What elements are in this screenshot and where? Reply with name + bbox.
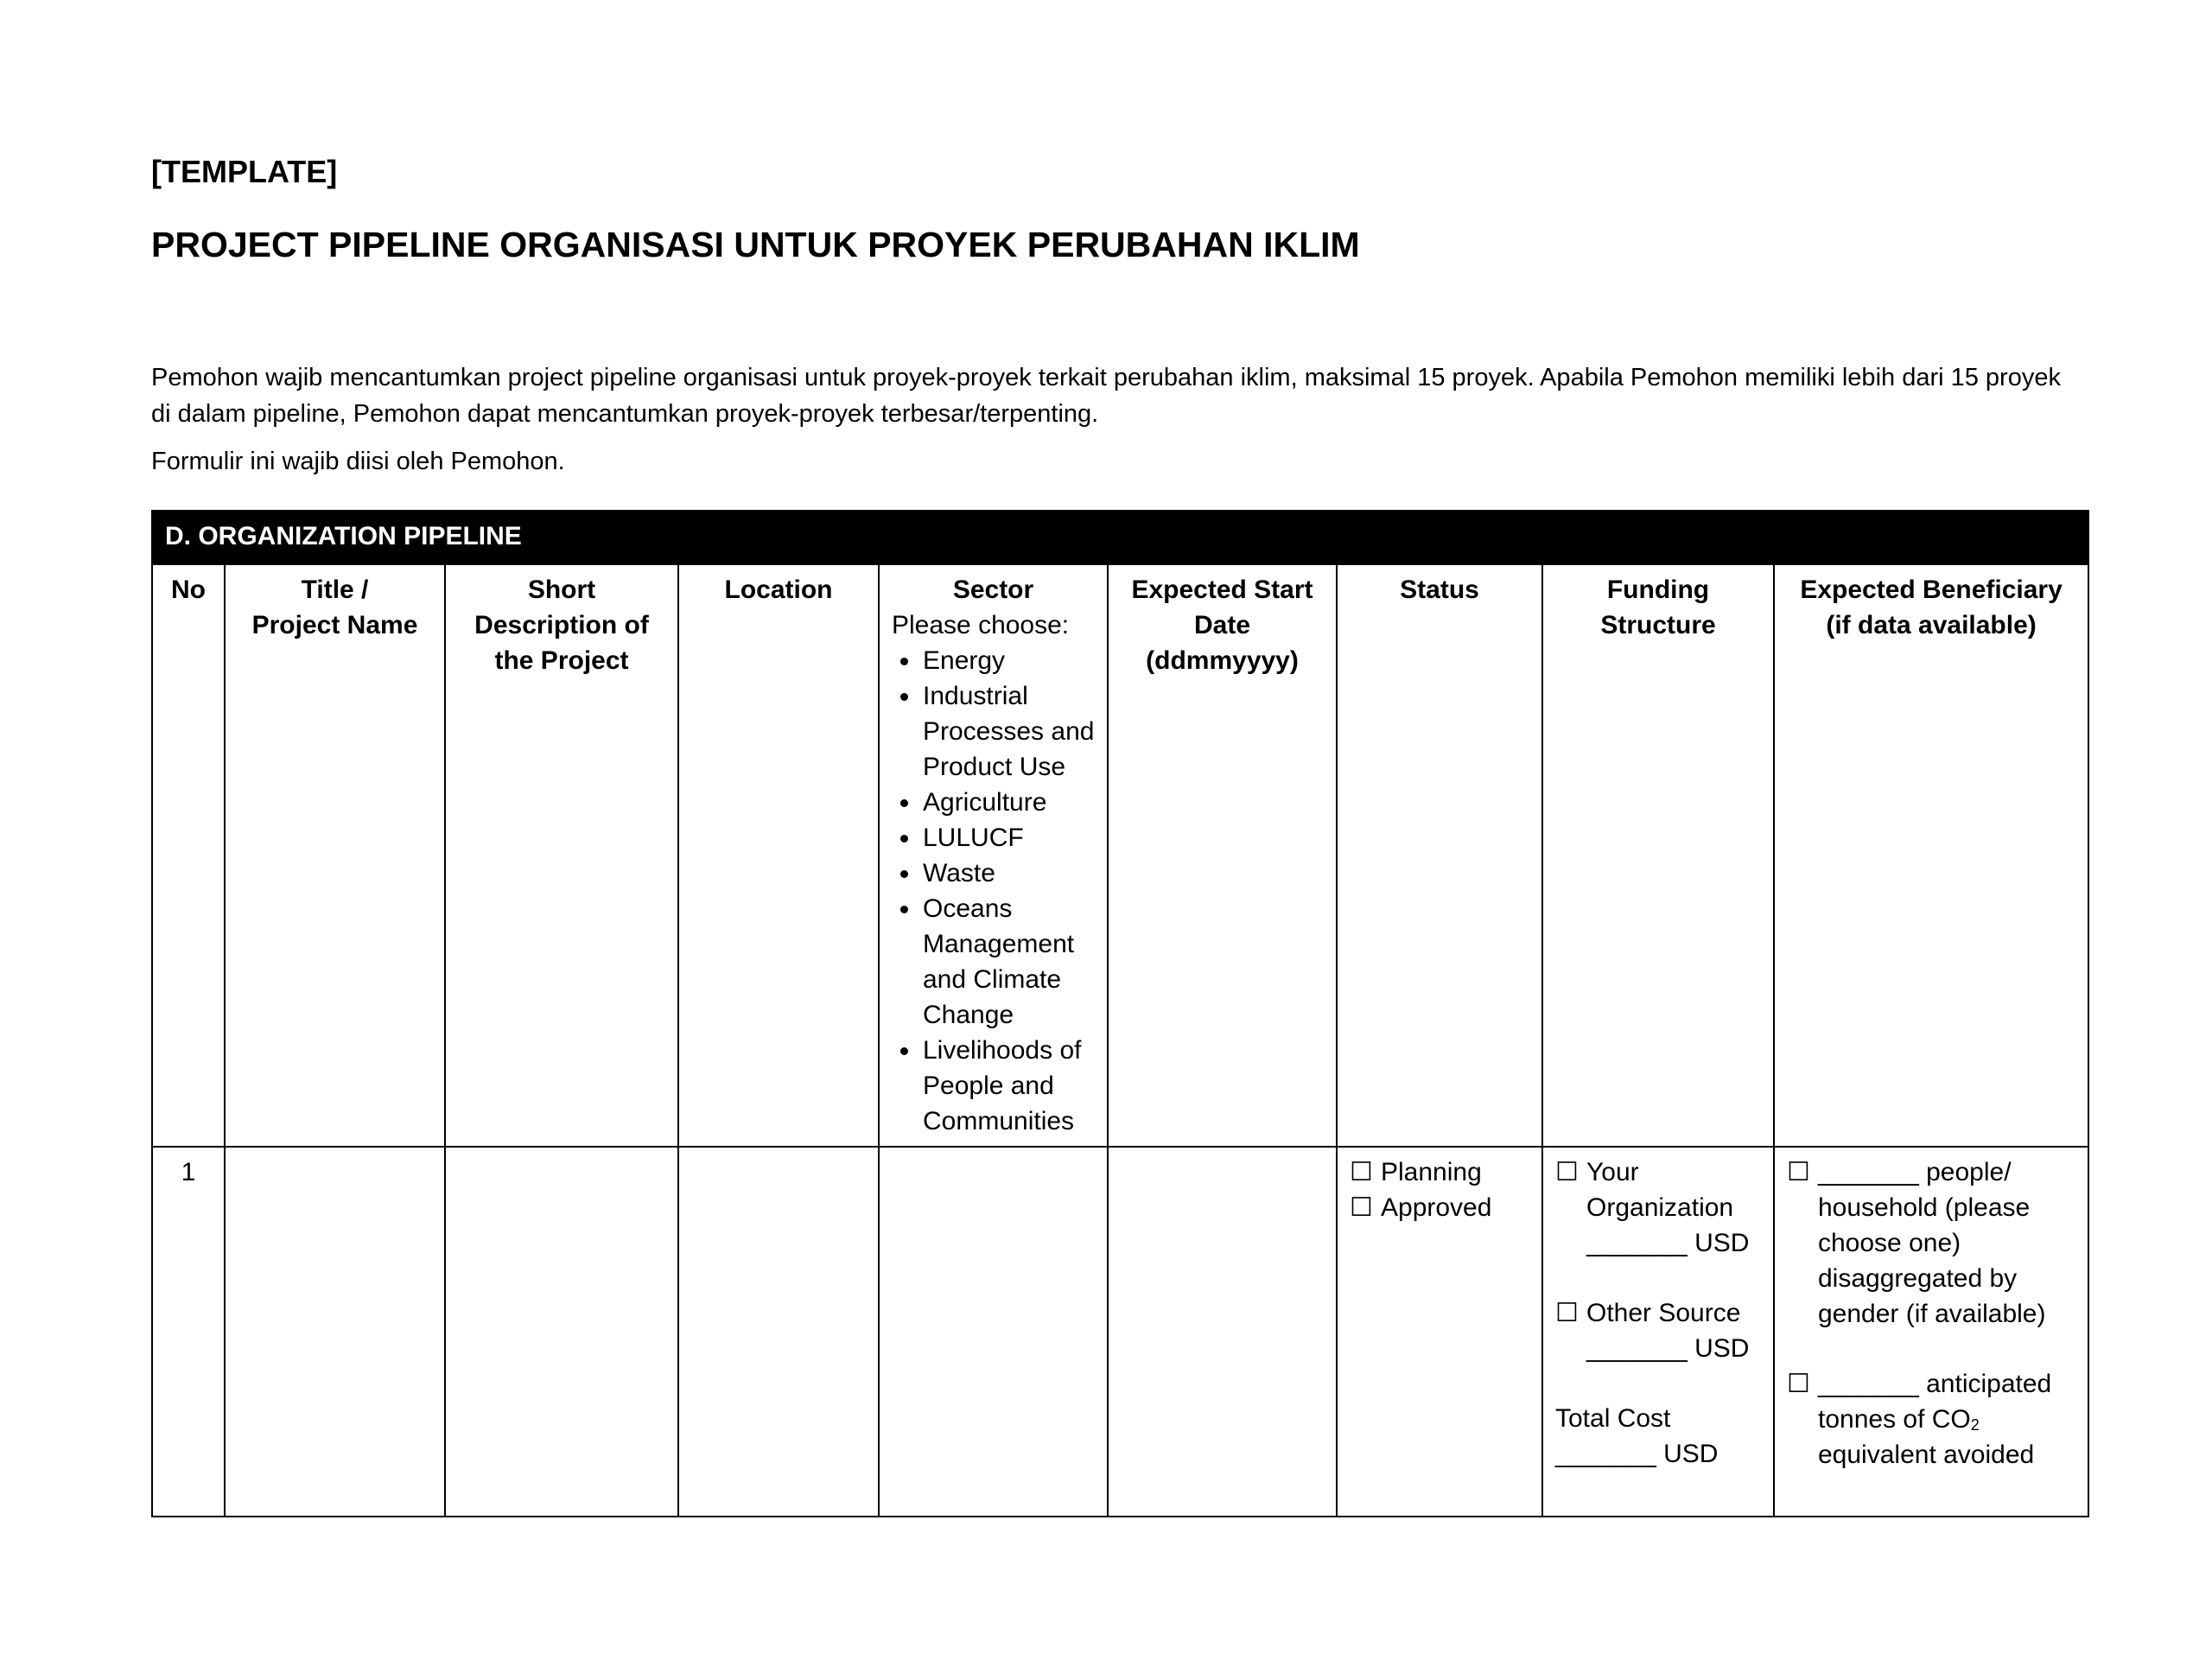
total-cost-label: Total Cost — [1555, 1404, 1671, 1433]
organization-pipeline-table — [151, 510, 2089, 1517]
col-start-line2: Date — [1193, 611, 1251, 639]
beneficiary-cell — [1774, 1147, 2088, 1517]
sector-option: • Industrial Processes and Product Use — [921, 678, 1095, 785]
template-tag: [TEMPLATE] — [151, 154, 338, 189]
page-title: PROJECT PIPELINE ORGANISASI UNTUK PROYEK PERUBAHAN IKLIM — [151, 225, 1360, 264]
co2-subscript: 2 — [1970, 1416, 1980, 1434]
col-beneficiary-line2: (if data available) — [1826, 611, 2037, 639]
checkbox-planning[interactable]: ☐ — [1350, 1158, 1373, 1186]
funding-other-label: Other Source — [1586, 1299, 1741, 1327]
section-title: D. ORGANIZATION PIPELINE — [152, 511, 2088, 564]
col-sector-title: Sector — [952, 576, 1034, 604]
co2-prefix: _______ anticipated tonnes of CO — [1818, 1370, 2052, 1434]
intro-paragraph: Pemohon wajib mencantumkan project pipeline organisasi untuk proyek-proyek terkait perubahan iklim, maksimal 15 proyek. Apabila Pemohon memiliki lebih dari 15 proyek di dalam pipeline, Pemohon dapat mencantumkan proyek-proyek terbesar/terpenting. — [151, 364, 2061, 428]
total-cost-amount[interactable]: _______ USD — [1555, 1440, 1719, 1468]
col-no: No — [152, 564, 225, 1147]
status-option-planning[interactable] — [1350, 1154, 1529, 1190]
sector-input-cell[interactable] — [879, 1147, 1108, 1517]
col-title-line2: Project Name — [251, 611, 418, 639]
funding-cell — [1542, 1147, 1774, 1517]
checkbox-people[interactable]: ☐ — [1787, 1158, 1810, 1186]
funding-own-amount[interactable]: _______ USD — [1586, 1229, 1750, 1257]
beneficiary-people-text: _______ people/ household (please choose one) disaggregated by gender (if available) — [1818, 1158, 2046, 1328]
section-header-row — [152, 511, 2088, 564]
table-row — [152, 1147, 2088, 1517]
col-description-line3: the Project — [494, 646, 629, 675]
sector-options-list — [892, 643, 1095, 1139]
checkbox-other-source[interactable]: ☐ — [1555, 1299, 1579, 1327]
col-start-date — [1108, 564, 1337, 1147]
col-description-line2: Description of — [474, 611, 649, 639]
col-location: Location — [678, 564, 879, 1147]
sector-option: • Agriculture — [921, 785, 1095, 820]
sector-option: • Livelihoods of People and Communities — [921, 1033, 1095, 1139]
beneficiary-co2-text — [1818, 1366, 2075, 1472]
beneficiary-option-co2[interactable] — [1787, 1366, 2075, 1472]
checkbox-own-organization[interactable]: ☐ — [1555, 1158, 1579, 1186]
col-start-line3: (ddmmyyyy) — [1146, 646, 1299, 675]
status-label-planning: Planning — [1381, 1158, 1482, 1186]
co2-suffix: equivalent avoided — [1818, 1441, 2035, 1469]
funding-own-label-line1: Your — [1586, 1158, 1639, 1186]
sector-option: • LULUCF — [921, 820, 1095, 855]
funding-option-own[interactable] — [1555, 1154, 1761, 1261]
sector-option: • Oceans Management and Climate Change — [921, 891, 1095, 1033]
status-option-approved[interactable] — [1350, 1190, 1529, 1225]
checkbox-co2[interactable]: ☐ — [1787, 1370, 1810, 1398]
col-funding — [1542, 564, 1774, 1147]
instruction-note: Formulir ini wajib diisi oleh Pemohon. — [151, 448, 565, 475]
column-header-row — [152, 564, 2088, 1147]
status-label-approved: Approved — [1381, 1193, 1492, 1222]
col-funding-line1: Funding — [1606, 576, 1710, 604]
col-beneficiary-line1: Expected Beneficiary — [1800, 576, 2063, 604]
start-date-input-cell[interactable] — [1108, 1147, 1337, 1517]
funding-option-other[interactable] — [1555, 1295, 1761, 1366]
funding-own-label-line2: Organization — [1586, 1193, 1734, 1222]
col-title — [225, 564, 445, 1147]
description-input-cell[interactable] — [445, 1147, 678, 1517]
location-input-cell[interactable] — [678, 1147, 879, 1517]
beneficiary-option-people[interactable] — [1787, 1154, 2075, 1332]
col-description-line1: Short — [527, 576, 596, 604]
col-beneficiary — [1774, 564, 2088, 1147]
sector-hint: Please choose: — [892, 611, 1070, 639]
funding-other-amount[interactable]: _______ USD — [1586, 1334, 1750, 1363]
col-funding-line2: Structure — [1600, 611, 1716, 639]
title-input-cell[interactable] — [225, 1147, 445, 1517]
status-cell — [1337, 1147, 1542, 1517]
checkbox-approved[interactable]: ☐ — [1350, 1193, 1373, 1222]
col-sector — [879, 564, 1108, 1147]
row-number: 1 — [152, 1147, 225, 1517]
sector-option: • Energy — [921, 643, 1095, 678]
sector-option: • Waste — [921, 855, 1095, 891]
col-description — [445, 564, 678, 1147]
col-status: Status — [1337, 564, 1542, 1147]
col-title-line1: Title / — [301, 576, 369, 604]
col-start-line1: Expected Start — [1131, 576, 1313, 604]
